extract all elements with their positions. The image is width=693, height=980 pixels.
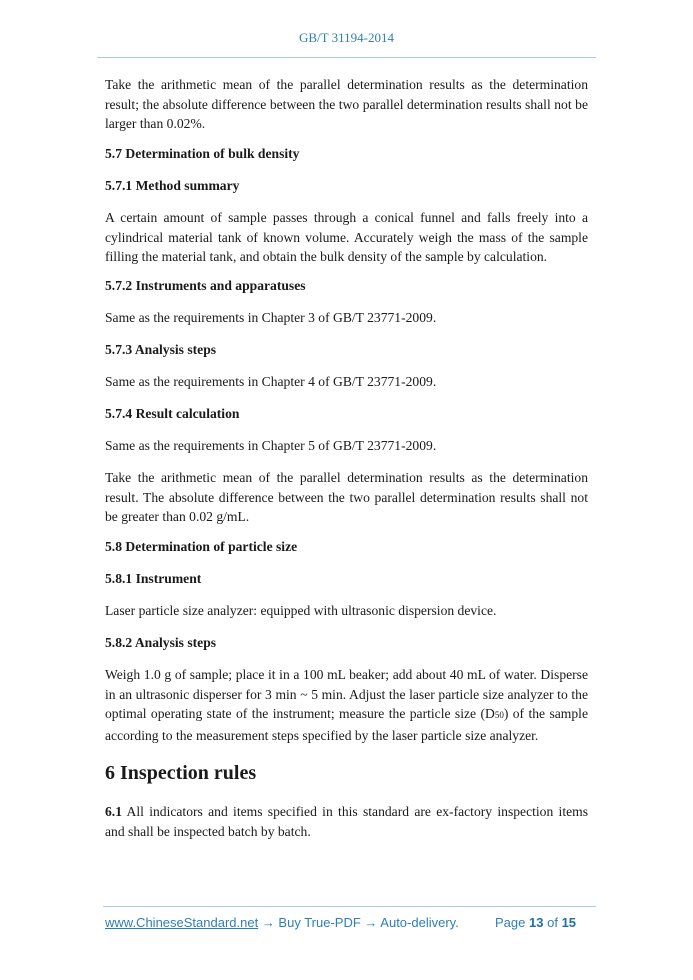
section-5-7-2-heading-block (105, 276, 588, 296)
document-header (97, 30, 596, 46)
section-5-8-2-text-block (105, 665, 588, 745)
of-label: of (547, 915, 558, 930)
total-pages-number: 15 (561, 915, 577, 930)
section-5-7-3-heading: 5.7.3 Analysis steps (105, 342, 217, 357)
section-5-8-heading-block (105, 537, 588, 557)
standard-code: GB/T 31194-2014 (299, 30, 394, 45)
intro-paragraph-block (105, 75, 588, 134)
section-6-1-body: All indicators and items specified in this standard are ex-factory inspection items and shall be inspected batch by batch. (105, 804, 588, 839)
section-5-8-2-text-part2: ) of the sample according to the measurement steps specified by the laser particle size analyzer. (105, 706, 588, 743)
section-5-7-1-text-block (105, 208, 588, 267)
section-5-7-3-text: Same as the requirements in Chapter 4 of GB/T 23771-2009. (105, 374, 437, 389)
section-5-7-3-text-block (105, 372, 588, 392)
section-5-7-2-text: Same as the requirements in Chapter 3 of GB/T 23771-2009. (105, 310, 437, 325)
section-5-7-3-heading-block (105, 340, 588, 360)
section-5-8-2-heading-block (105, 633, 588, 653)
section-6-heading: 6 Inspection rules (105, 762, 257, 784)
section-5-8-1-heading-block (105, 569, 588, 589)
section-5-7-2-text-block (105, 308, 588, 328)
section-5-8-1-heading: 5.8.1 Instrument (105, 571, 202, 586)
section-5-7-1-heading-block (105, 176, 588, 196)
d50-subscript: 50 (494, 710, 504, 721)
promo-text: → Buy True-PDF → Auto-delivery. (258, 915, 459, 930)
current-page-number: 13 (529, 915, 544, 930)
page-label: Page (495, 915, 526, 930)
section-5-7-2-heading: 5.7.2 Instruments and apparatuses (105, 278, 306, 293)
section-5-7-heading: 5.7 Determination of bulk density (105, 146, 300, 161)
section-6-1-block (105, 802, 588, 841)
section-5-8-2-text (105, 665, 588, 745)
page-footer (105, 915, 590, 930)
footer-divider (103, 906, 596, 907)
page-number-info (495, 915, 576, 930)
section-6-1-number: 6.1 (105, 804, 122, 819)
section-5-8-2-text-part1: Weigh 1.0 g of sample; place it in a 100 mL beaker; add about 40 mL of water. Disperse in an ultrasonic disperser for 3 min ~ 5 min. Adjust the laser particle size analyzer to the optimal operating state of the instrument; measure the particle size (D (105, 667, 588, 722)
section-5-7-4-text-block (105, 436, 588, 456)
section-5-8-1-text: Laser particle size analyzer: equipped with ultrasonic dispersion device. (105, 603, 497, 618)
section-5-8-2-heading: 5.8.2 Analysis steps (105, 635, 217, 650)
section-6-1-text (105, 802, 588, 841)
section-5-8-heading: 5.8 Determination of particle size (105, 539, 298, 554)
section-5-7-1-heading: 5.7.1 Method summary (105, 178, 240, 193)
section-5-7-4-heading: 5.7.4 Result calculation (105, 406, 240, 421)
section-6-heading-block (105, 760, 588, 786)
section-5-7-4-heading-block (105, 404, 588, 424)
section-5-7-4-text2-block (105, 468, 588, 527)
section-5-7-1-text: A certain amount of sample passes through a conical funnel and falls freely into a cylindrical material tank of known volume. Accurately weigh the mass of the sample filling the material tank, and obtain the bulk density of the sample by calculation. (105, 210, 588, 265)
section-5-7-4-text2: Take the arithmetic mean of the parallel determination results as the determination result. The absolute difference between the two parallel determination results shall not be greater than 0.02 g/mL. (105, 470, 588, 525)
intro-paragraph: Take the arithmetic mean of the parallel determination results as the determination result; the absolute difference between the two parallel determination results shall not be larger than 0.02%. (105, 77, 588, 132)
section-5-7-4-text: Same as the requirements in Chapter 5 of GB/T 23771-2009. (105, 438, 437, 453)
section-5-8-1-text-block (105, 601, 588, 621)
website-link[interactable]: www.ChineseStandard.net (105, 915, 259, 930)
section-5-7-heading-block (105, 144, 588, 164)
header-divider (97, 57, 596, 58)
